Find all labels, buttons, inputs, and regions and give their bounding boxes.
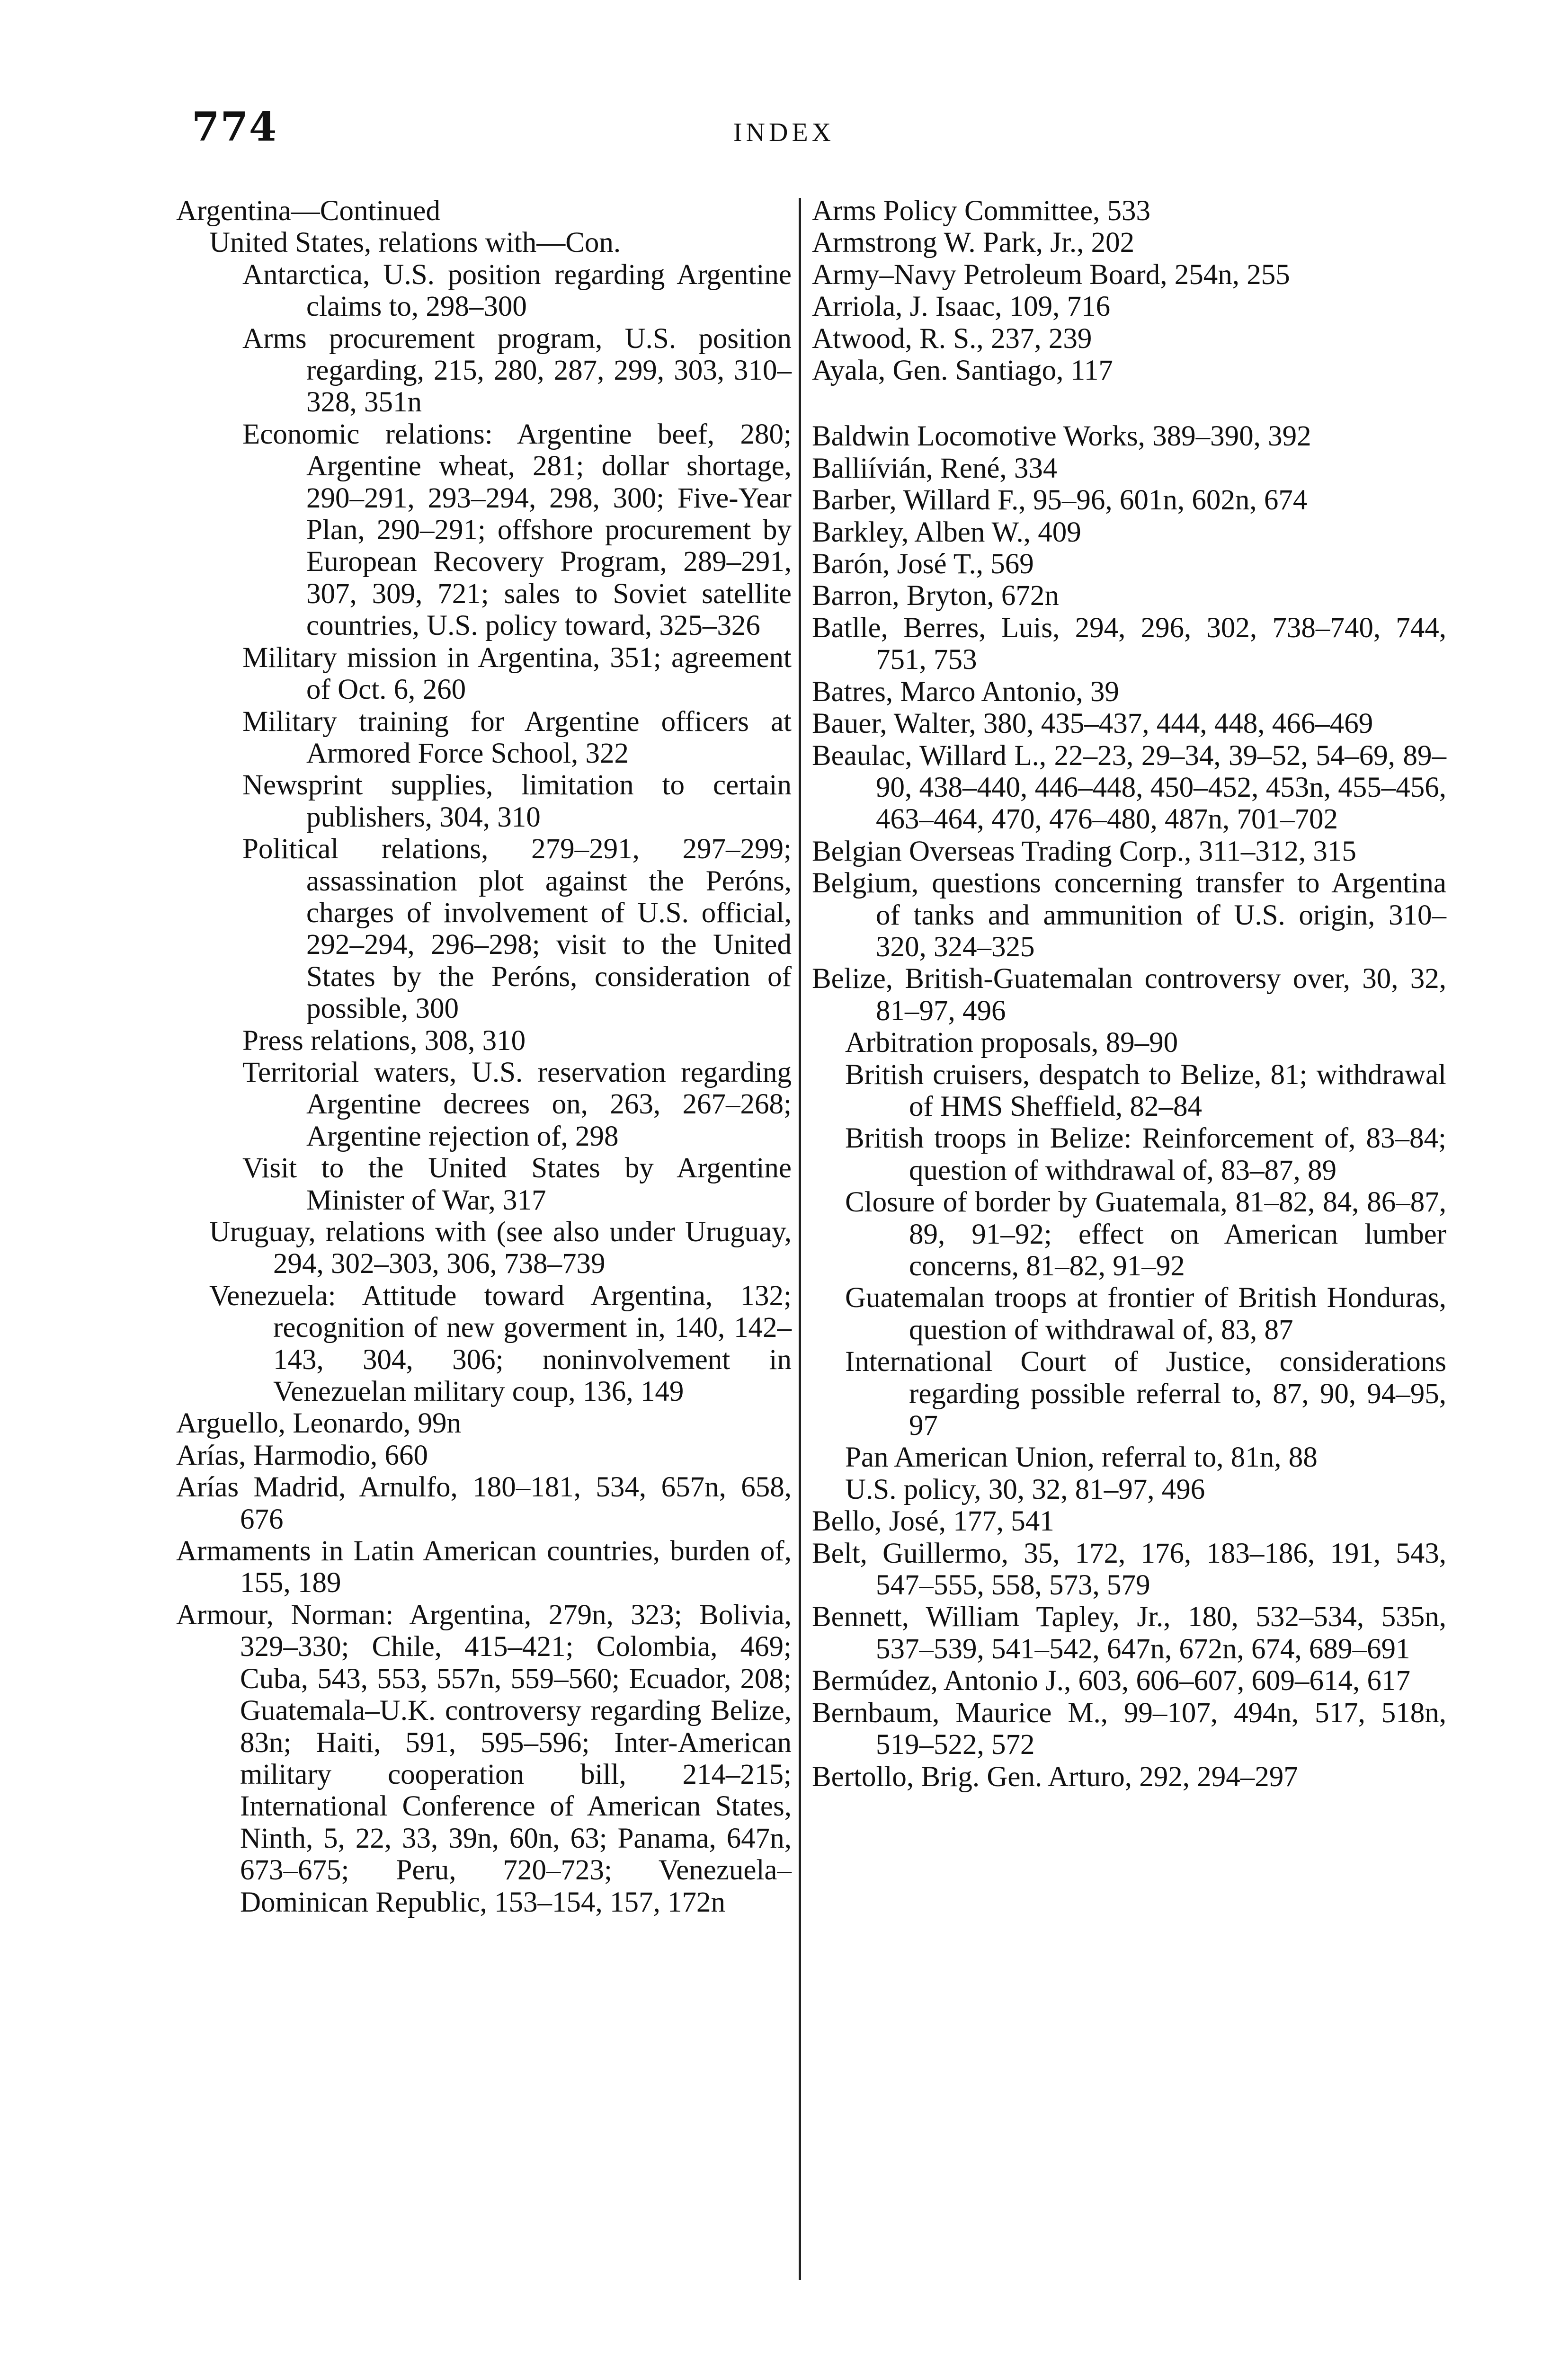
index-entry: Guatemalan troops at frontier of British Honduras, question of withdrawal of, 83, 87: [845, 1282, 1446, 1346]
index-entry: Arms procurement program, U.S. position regarding, 215, 280, 287, 299, 303, 310–328, 351n: [242, 322, 792, 418]
index-entry: Argentina—Continued: [176, 195, 440, 227]
index-entry: Batres, Marco Antonio, 39: [812, 676, 1119, 708]
index-column-right: [812, 195, 1446, 1793]
index-entry: Belize, British-Guatemalan controversy over, 30, 32, 81–97, 496: [812, 963, 1446, 1027]
index-entry: Belt, Guillermo, 35, 172, 176, 183–186, 191, 543, 547–555, 558, 573, 579: [812, 1537, 1446, 1602]
index-entry: Arías, Harmodio, 660: [176, 1439, 428, 1471]
index-entry: Pan American Union, referral to, 81n, 88: [845, 1442, 1318, 1474]
index-entry: Arriola, J. Isaac, 109, 716: [812, 291, 1111, 323]
index-entry: Armour, Norman: Argentina, 279n, 323; Bolivia, 329–330; Chile, 415–421; Colombia, 469; Cuba, 543, 553, 557n, 559–560; Ecuador, 208; Guatemala–U.K. controversy regarding Belize, 83n; Haiti, 591, 595–596; Inter-American military cooperation bill, 214–215; International Conference of American States, Ninth, 5, 22, 33, 39n, 60n, 63; Panama, 647n, 673–675; Peru, 720–723; Venezuela–Dominican Republic, 153–154, 157, 172n: [176, 1599, 792, 1918]
index-entry: Economic relations: Argentine beef, 280; Argentine wheat, 281; dollar shortage, 290–291, 293–294, 298, 300; Five-Year Plan, 290–291; offshore procurement by European Recovery Program, 289–291, 307, 309, 721; sales to Soviet satellite countries, U.S. policy toward, 325–326: [242, 418, 792, 642]
index-entry: Barkley, Alben W., 409: [812, 516, 1081, 548]
index-entry: Military mission in Argentina, 351; agreement of Oct. 6, 260: [242, 641, 792, 706]
index-entry: Bertollo, Brig. Gen. Arturo, 292, 294–297: [812, 1761, 1298, 1793]
index-entry: Balliívián, René, 334: [812, 452, 1058, 484]
index-entry: British cruisers, despatch to Belize, 81; withdrawal of HMS Sheffield, 82–84: [845, 1059, 1446, 1122]
index-entry: Belgian Overseas Trading Corp., 311–312, 315: [812, 835, 1356, 867]
index-column-left: [176, 195, 792, 1918]
index-entry: Newsprint supplies, limitation to certain publishers, 304, 310: [242, 769, 792, 833]
index-entry: British troops in Belize: Reinforcement of, 83–84; question of withdrawal of, 83–87, 89: [845, 1122, 1446, 1186]
index-entry: Bernbaum, Maurice M., 99–107, 494n, 517, 518n, 519–522, 572: [812, 1697, 1446, 1761]
index-entry: Venezuela: Attitude toward Argentina, 132; recognition of new goverment in, 140, 142–143, 304, 306; noninvolvement in Venezuelan military coup, 136, 149: [209, 1280, 792, 1408]
index-entry: Barber, Willard F., 95–96, 601n, 602n, 674: [812, 484, 1308, 516]
index-entry: Baldwin Locomotive Works, 389–390, 392: [812, 420, 1311, 453]
index-entry: Arms Policy Committee, 533: [812, 195, 1151, 227]
index-entry: United States, relations with—Con.: [209, 227, 621, 259]
index-entry: Arguello, Leonardo, 99n: [176, 1407, 461, 1440]
index-entry: Bennett, William Tapley, Jr., 180, 532–534, 535n, 537–539, 541–542, 647n, 672n, 674, 689–691: [812, 1601, 1446, 1665]
index-entry: Military training for Argentine officers at Armored Force School, 322: [242, 705, 792, 769]
index-entry: Armaments in Latin American countries, burden of, 155, 189: [176, 1535, 792, 1599]
index-entry: Beaulac, Willard L., 22–23, 29–34, 39–52, 54–69, 89–90, 438–440, 446–448, 450–452, 453n, 455–456, 463–464, 470, 476–480, 487n, 701–702: [812, 739, 1446, 836]
column-divider: [799, 198, 801, 2280]
index-entry: Territorial waters, U.S. reservation regarding Argentine decrees on, 263, 267–268; Argentine rejection of, 298: [242, 1056, 792, 1152]
index-entry: Uruguay, relations with (see also under Uruguay, 294, 302–303, 306, 738–739: [209, 1216, 792, 1280]
index-entry: Batlle, Berres, Luis, 294, 296, 302, 738–740, 744, 751, 753: [812, 612, 1446, 676]
index-entry: International Court of Justice, considerations regarding possible referral to, 87, 90, 94–95, 97: [845, 1346, 1446, 1442]
index-entry: Atwood, R. S., 237, 239: [812, 322, 1092, 355]
index-entry: Barron, Bryton, 672n: [812, 580, 1059, 612]
index-entry: Arbitration proposals, 89–90: [845, 1027, 1178, 1059]
index-entry: Bauer, Walter, 380, 435–437, 444, 448, 466–469: [812, 708, 1373, 740]
index-entry: U.S. policy, 30, 32, 81–97, 496: [845, 1473, 1205, 1505]
index-entry: Visit to the United States by Argentine Minister of War, 317: [242, 1152, 792, 1216]
running-head: INDEX: [733, 118, 835, 147]
index-entry: Arías Madrid, Arnulfo, 180–181, 534, 657n, 658, 676: [176, 1471, 792, 1535]
index-entry: Armstrong W. Park, Jr., 202: [812, 227, 1135, 259]
index-entry: Bermúdez, Antonio J., 603, 606–607, 609–614, 617: [812, 1665, 1410, 1697]
index-entry: Barón, José T., 569: [812, 548, 1034, 580]
index-entry: Bello, José, 177, 541: [812, 1505, 1054, 1538]
index-entry: Ayala, Gen. Santiago, 117: [812, 355, 1113, 387]
index-entry: Belgium, questions concerning transfer to Argentina of tanks and ammunition of U.S. origin, 310–320, 324–325: [812, 867, 1446, 963]
index-entry: Press relations, 308, 310: [242, 1024, 526, 1057]
index-entry: Closure of border by Guatemala, 81–82, 84, 86–87, 89, 91–92; effect on American lumber concerns, 81–82, 91–92: [845, 1186, 1446, 1282]
index-entry: Army–Navy Petroleum Board, 254n, 255: [812, 258, 1290, 291]
index-entry: Political relations, 279–291, 297–299; assassination plot against the Peróns, charges of involvement of U.S. official, 292–294, 296–298; visit to the United States by the Peróns, consideration of possible, 300: [242, 833, 792, 1025]
page-number: 774: [192, 103, 278, 150]
index-entry: Antarctica, U.S. position regarding Argentine claims to, 298–300: [242, 258, 792, 323]
